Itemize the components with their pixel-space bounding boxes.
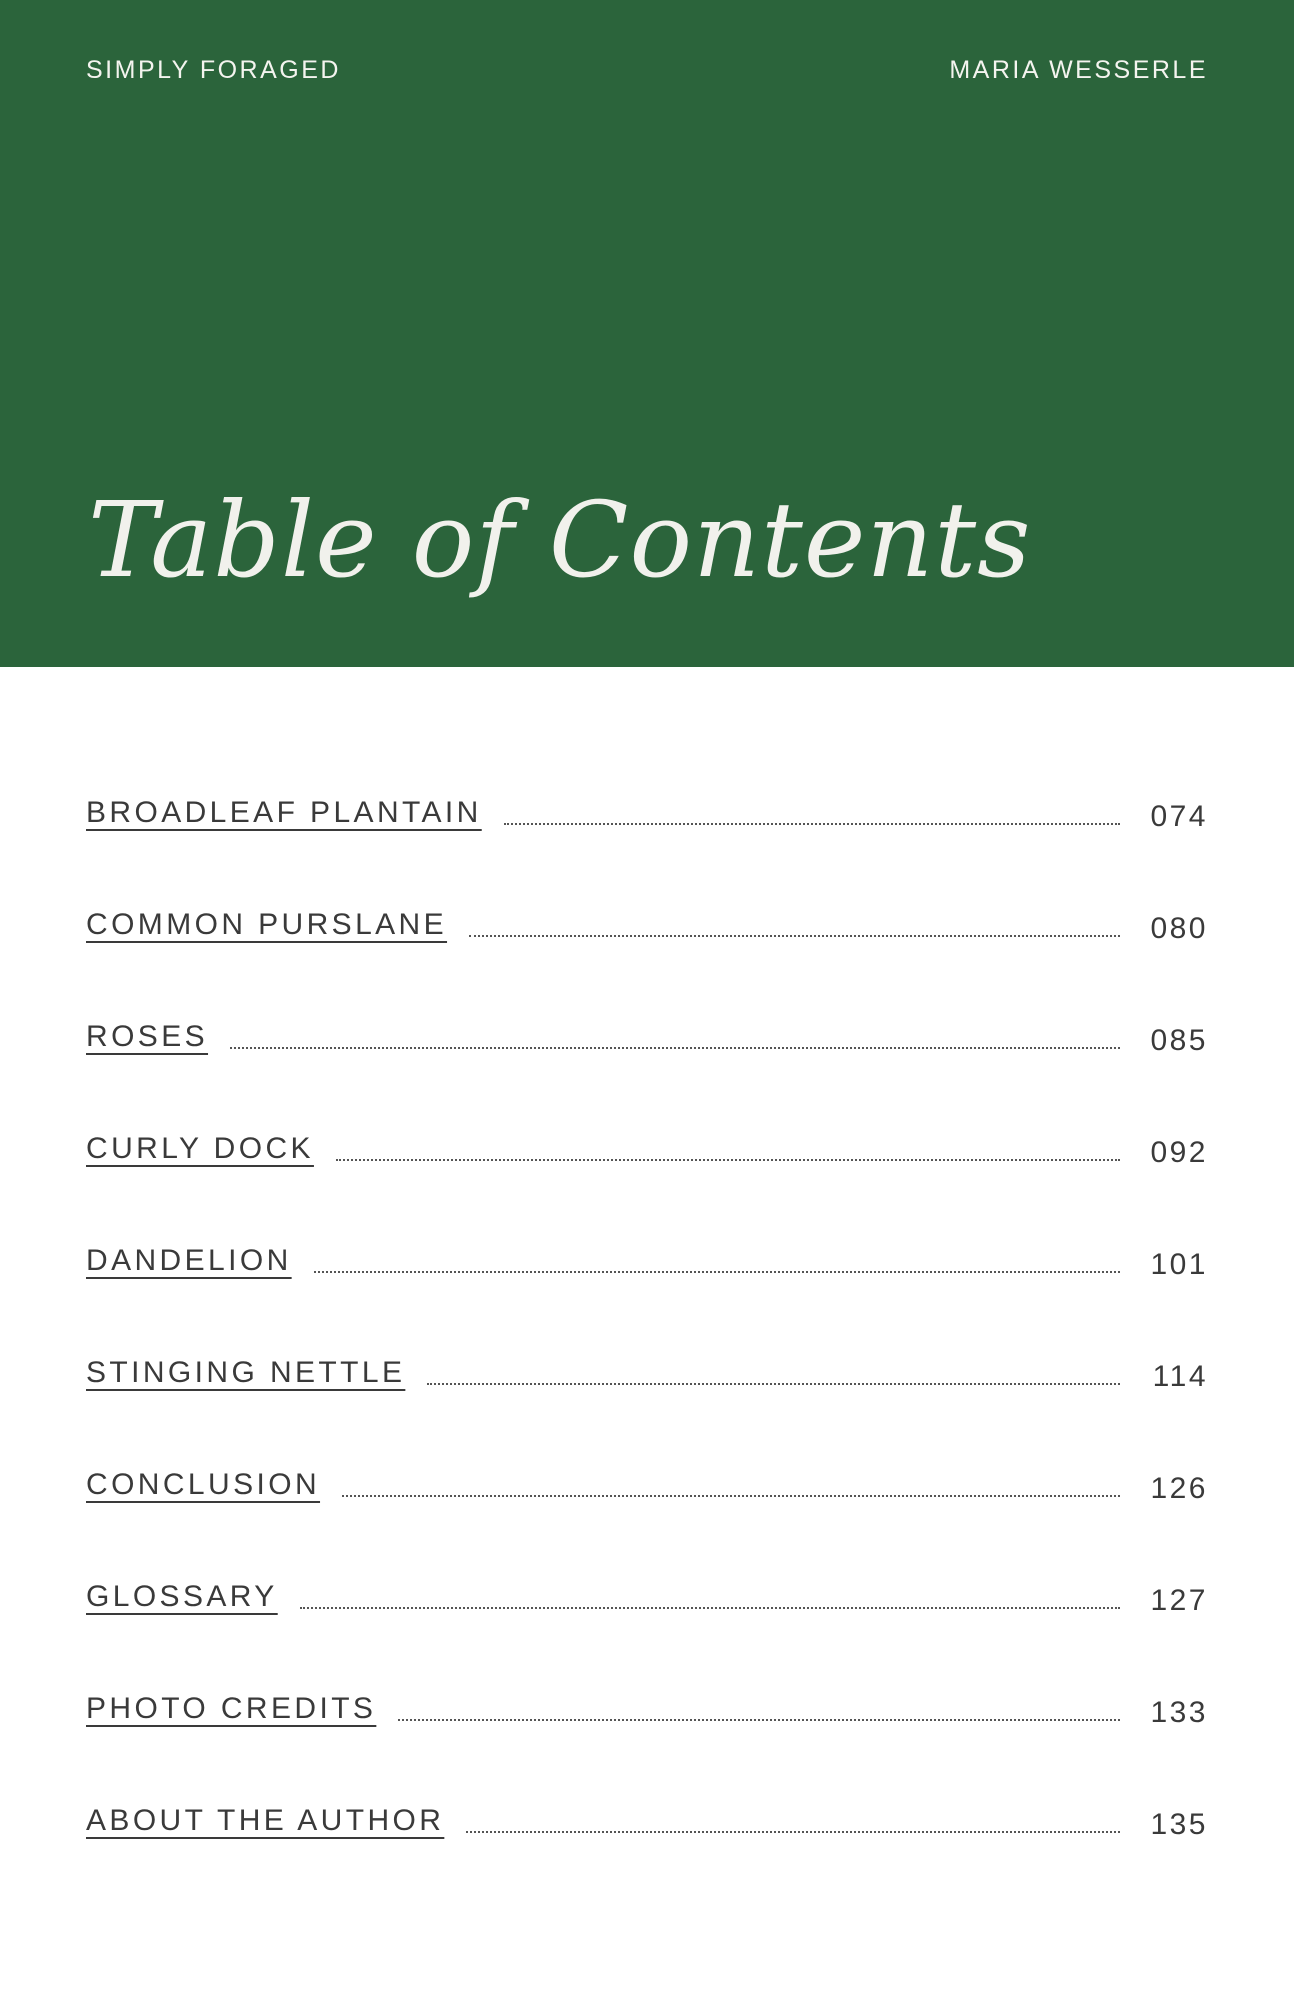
dot-leader <box>466 1830 1120 1833</box>
toc-entry-page-number: 092 <box>1150 1136 1208 1169</box>
toc-entry-label[interactable]: DANDELION <box>86 1244 292 1277</box>
toc-entry-broadleaf-plantain[interactable] <box>86 786 1208 898</box>
toc-entry-label[interactable]: ROSES <box>86 1020 209 1053</box>
toc-entry-common-purslane[interactable] <box>86 898 1208 1010</box>
toc-entry-page-number: 133 <box>1150 1696 1208 1729</box>
toc-entry-page-number: 074 <box>1150 800 1208 833</box>
toc-entry-page-number: 135 <box>1150 1808 1208 1841</box>
table-of-contents <box>86 786 1208 1906</box>
dot-leader <box>427 1382 1120 1385</box>
toc-entry-page-number: 114 <box>1152 1360 1208 1393</box>
toc-entry-dandelion[interactable] <box>86 1234 1208 1346</box>
toc-entry-label[interactable]: CONCLUSION <box>86 1468 321 1501</box>
toc-entry-about-the-author[interactable] <box>86 1794 1208 1906</box>
toc-entry-label[interactable]: ABOUT THE AUTHOR <box>86 1804 445 1837</box>
toc-entry-label[interactable]: STINGING NETTLE <box>86 1356 406 1389</box>
toc-entry-page-number: 101 <box>1150 1248 1208 1281</box>
toc-entry-glossary[interactable] <box>86 1570 1208 1682</box>
toc-entry-curly-dock[interactable] <box>86 1122 1208 1234</box>
toc-entry-page-number: 080 <box>1150 912 1208 945</box>
toc-entry-label[interactable]: COMMON PURSLANE <box>86 908 448 941</box>
dot-leader <box>398 1718 1120 1721</box>
dot-leader <box>342 1494 1120 1497</box>
toc-entry-page-number: 127 <box>1150 1584 1208 1617</box>
toc-entry-roses[interactable] <box>86 1010 1208 1122</box>
dot-leader <box>469 934 1120 937</box>
toc-entry-label[interactable]: CURLY DOCK <box>86 1132 314 1165</box>
dot-leader <box>230 1046 1120 1049</box>
dot-leader <box>314 1270 1120 1273</box>
toc-entry-label[interactable]: BROADLEAF PLANTAIN <box>86 796 482 829</box>
dot-leader <box>504 822 1120 825</box>
series-name: SIMPLY FORAGED <box>86 56 341 84</box>
dot-leader <box>300 1606 1120 1609</box>
toc-entry-label[interactable]: GLOSSARY <box>86 1580 278 1613</box>
toc-entry-page-number: 085 <box>1150 1024 1208 1057</box>
toc-entry-page-number: 126 <box>1150 1472 1208 1505</box>
author-name: MARIA WESSERLE <box>949 56 1208 84</box>
header-band <box>0 0 1294 667</box>
page-title: Table of Contents <box>88 479 1032 601</box>
toc-entry-label[interactable]: PHOTO CREDITS <box>86 1692 377 1725</box>
toc-entry-stinging-nettle[interactable] <box>86 1346 1208 1458</box>
toc-entry-photo-credits[interactable] <box>86 1682 1208 1794</box>
dot-leader <box>336 1158 1120 1161</box>
toc-entry-conclusion[interactable] <box>86 1458 1208 1570</box>
